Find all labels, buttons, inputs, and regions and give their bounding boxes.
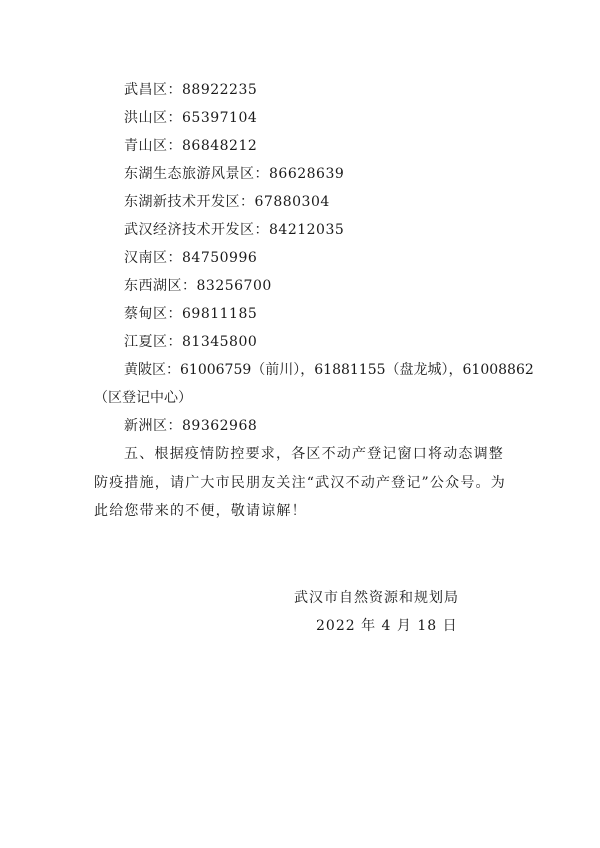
separator: ：	[167, 138, 182, 154]
separator: ：	[167, 82, 182, 98]
signature-date: 2022 年 4 月 18 日	[316, 618, 458, 634]
huangpi-line-1: 黄陂区：61006759（前川），61881155（盘龙城），61008862	[124, 362, 534, 378]
separator: ：	[167, 110, 182, 126]
separator: ：	[167, 306, 182, 322]
phone-number: 89362968	[182, 418, 258, 434]
district-name: 武汉经济技术开发区	[124, 222, 255, 238]
phone-entry-xinzhou	[124, 416, 257, 436]
phone-number: 65397104	[182, 110, 258, 126]
phone-number: 86628639	[269, 166, 345, 182]
district-name: 东湖生态旅游风景区	[124, 166, 255, 182]
separator: ：	[240, 194, 255, 210]
phone-entry-donghu-hightech	[124, 192, 330, 212]
separator: ：	[254, 222, 269, 238]
separator: ：	[167, 418, 182, 434]
phone-entry-hannan	[124, 248, 257, 268]
phone-entry-hongshan	[124, 108, 257, 128]
phone-number: 81345800	[182, 334, 258, 350]
separator: ：	[182, 278, 197, 294]
district-name: 武昌区	[124, 82, 168, 98]
district-name: 蔡甸区	[124, 306, 168, 322]
phone-entry-jiangxia	[124, 332, 257, 352]
phone-entry-wuhan-econ-dev	[124, 220, 344, 240]
phone-entry-huangpi	[124, 360, 534, 380]
district-name: 青山区	[124, 138, 168, 154]
signature-organization: 武汉市自然资源和规划局	[294, 590, 459, 606]
phone-number: 67880304	[254, 194, 330, 210]
phone-entry-dongxihu	[124, 276, 272, 296]
district-name: 东西湖区	[124, 278, 182, 294]
district-name: 汉南区	[124, 250, 168, 266]
huangpi-line-2: （区登记中心）	[94, 390, 192, 406]
phone-entry-wuchang	[124, 80, 257, 100]
phone-entry-donghu-scenic	[124, 164, 344, 184]
phone-number: 84750996	[182, 250, 258, 266]
district-name: 江夏区	[124, 334, 168, 350]
separator: ：	[254, 166, 269, 182]
district-name: 东湖新技术开发区	[124, 194, 240, 210]
notice-paragraph: 五、根据疫情防控要求，各区不动产登记窗口将动态调整防疫措施，请广大市民朋友关注“武汉不动产登记”公众号。为此给您带来的不便，敬请谅解！	[94, 446, 506, 519]
phone-entry-qingshan	[124, 136, 257, 156]
phone-entry-caidian	[124, 304, 257, 324]
phone-number: 83256700	[196, 278, 272, 294]
district-name: 洪山区	[124, 110, 168, 126]
separator: ：	[167, 334, 182, 350]
district-name: 新洲区	[124, 418, 168, 434]
phone-number: 84212035	[269, 222, 345, 238]
phone-number: 86848212	[182, 138, 258, 154]
phone-number: 88922235	[182, 82, 258, 98]
phone-number: 69811185	[182, 306, 258, 322]
separator: ：	[167, 250, 182, 266]
phone-entry-huangpi-continued	[94, 388, 192, 408]
